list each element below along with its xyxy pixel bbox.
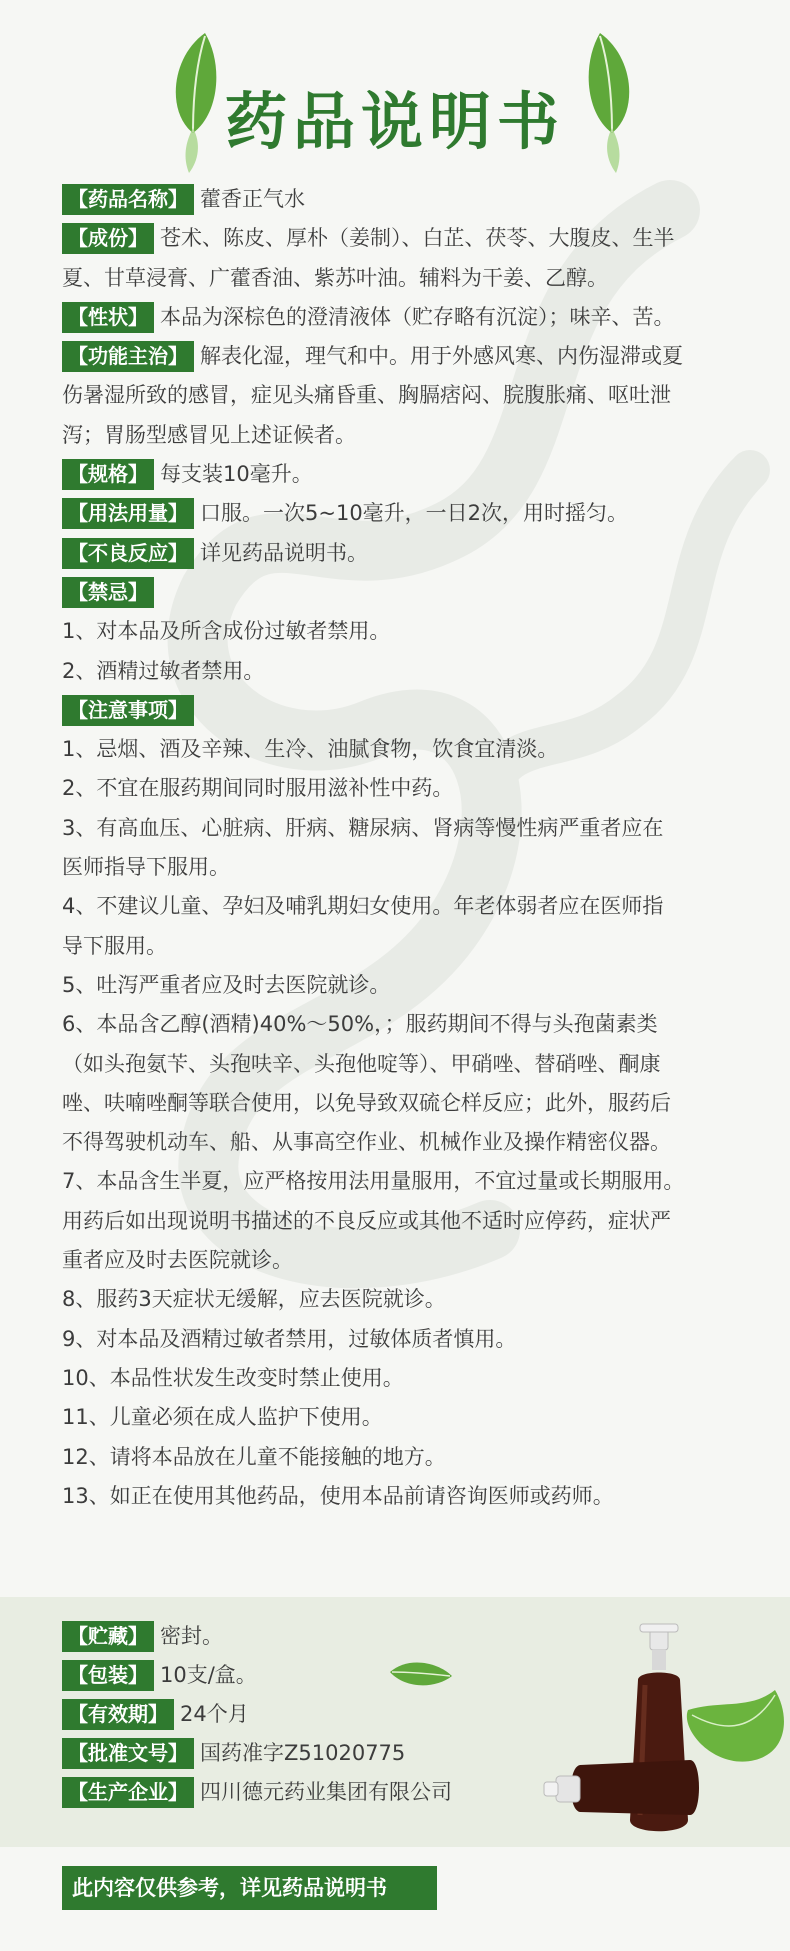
section-text: 苍术、陈皮、厚朴（姜制）、白芷、茯苓、大腹皮、生半 [160, 226, 675, 251]
section-adverse [62, 534, 758, 573]
list-item: 3、有高血压、心脏病、肝病、糖尿病、肾病等慢性病严重者应在 [62, 815, 664, 840]
label-tag: 【生产企业】 [62, 1777, 194, 1808]
list-item: 用药后如出现说明书描述的不良反应或其他不适时应停药，症状严 [62, 1208, 671, 1233]
label-tag: 【有效期】 [62, 1699, 174, 1730]
list-item: 不得驾驶机动车、船、从事高空作业、机械作业及操作精密仪器。 [62, 1130, 671, 1155]
label-tag: 【功能主治】 [62, 341, 194, 372]
row-value: 10支/盒。 [160, 1663, 257, 1687]
list-item: 11、儿童必须在成人监护下使用。 [62, 1405, 383, 1430]
section-text: 伤暑湿所致的感冒，症见头痛昏重、胸膈痞闷、脘腹胀痛、呕吐泄 [62, 383, 671, 408]
leaf-right-icon [578, 28, 640, 178]
section-text: 每支装10毫升。 [160, 462, 313, 487]
list-item: 13、如正在使用其他药品，使用本品前请咨询医师或药师。 [62, 1483, 614, 1508]
label-tag: 【批准文号】 [62, 1738, 194, 1769]
section-text: 泻；胃肠型感冒见上述证候者。 [62, 422, 356, 447]
list-item: 2、不宜在服药期间同时服用滋补性中药。 [62, 776, 454, 801]
row-value: 24个月 [180, 1702, 249, 1726]
list-item: 12、请将本品放在儿童不能接触的地方。 [62, 1444, 446, 1469]
section-contra [62, 573, 758, 612]
list-item: 1、对本品及所含成份过敏者禁用。 [62, 619, 391, 644]
section-ingredients [62, 219, 758, 258]
label-tag: 【包装】 [62, 1660, 154, 1691]
row-value: 国药准字Z51020775 [200, 1741, 406, 1765]
row-value: 四川德元药业集团有限公司 [200, 1780, 452, 1804]
label-tag: 【注意事项】 [62, 695, 194, 726]
list-item: 重者应及时去医院就诊。 [62, 1248, 293, 1273]
label-tag: 【不良反应】 [62, 538, 194, 569]
disclaimer-bar: 此内容仅供参考，详见药品说明书 [62, 1866, 437, 1910]
leaflet-content [62, 180, 758, 1516]
list-item: 2、酒精过敏者禁用。 [62, 658, 265, 683]
section-notes [62, 691, 758, 730]
list-item: 7、本品含生半夏，应严格按用法用量服用，不宜过量或长期服用。 [62, 1169, 685, 1194]
approval-row [62, 1734, 522, 1773]
page-title: 药品说明书 [224, 85, 565, 158]
section-text: 口服。一次5~10毫升，一日2次，用时摇匀。 [200, 501, 629, 526]
maker-row [62, 1773, 522, 1812]
label-tag: 【性状】 [62, 302, 154, 333]
section-text: 解表化湿，理气和中。用于外感风寒、内伤湿滞或夏 [200, 344, 683, 369]
label-tag: 【规格】 [62, 459, 154, 490]
section-text: 藿香正气水 [200, 187, 305, 211]
list-item: 5、吐泻严重者应及时去医院就诊。 [62, 972, 391, 997]
list-item: 4、不建议儿童、孕妇及哺乳期妇女使用。年老体弱者应在医师指 [62, 894, 664, 919]
list-item: 1、忌烟、酒及辛辣、生冷、油腻食物，饮食宜清淡。 [62, 737, 559, 762]
label-tag: 【贮藏】 [62, 1621, 154, 1652]
section-usage [62, 494, 758, 533]
storage-row [62, 1617, 522, 1656]
section-spec [62, 455, 758, 494]
section-text: 详见药品说明书。 [200, 540, 368, 565]
section-text: 夏、甘草浸膏、广藿香油、紫苏叶油。辅料为干姜、乙醇。 [62, 265, 608, 290]
section-text: 本品为深棕色的澄清液体（贮存略有沉淀）；味辛、苦。 [160, 304, 675, 329]
section-properties [62, 298, 758, 337]
label-tag: 【成份】 [62, 223, 154, 254]
validity-row [62, 1695, 522, 1734]
label-tag: 【药品名称】 [62, 184, 194, 215]
small-leaf-icon [388, 1660, 454, 1690]
list-item: 医师指导下服用。 [62, 855, 230, 880]
section-name [62, 180, 758, 219]
list-item: 6、本品含乙醇(酒精)40%～50%，；服药期间不得与头孢菌素类 [62, 1012, 658, 1037]
list-item: 唑、呋喃唑酮等联合使用，以免导致双硫仑样反应；此外，服药后 [62, 1090, 671, 1115]
list-item: （如头孢氨苄、头孢呋辛、头孢他啶等）、甲硝唑、替硝唑、酮康 [62, 1051, 661, 1076]
medicine-bottles-icon [520, 1620, 790, 1850]
list-item: 9、对本品及酒精过敏者禁用，过敏体质者慎用。 [62, 1326, 517, 1351]
product-info-list [62, 1617, 522, 1812]
list-item: 8、服药3天症状无缓解，应去医院就诊。 [62, 1287, 446, 1312]
label-tag: 【用法用量】 [62, 498, 194, 529]
notes-list [62, 730, 758, 1516]
section-indications [62, 337, 758, 376]
list-item: 10、本品性状发生改变时禁止使用。 [62, 1365, 404, 1390]
row-value: 密封。 [160, 1624, 223, 1648]
header [0, 20, 790, 170]
label-tag: 【禁忌】 [62, 577, 154, 608]
list-item: 导下服用。 [62, 933, 167, 958]
